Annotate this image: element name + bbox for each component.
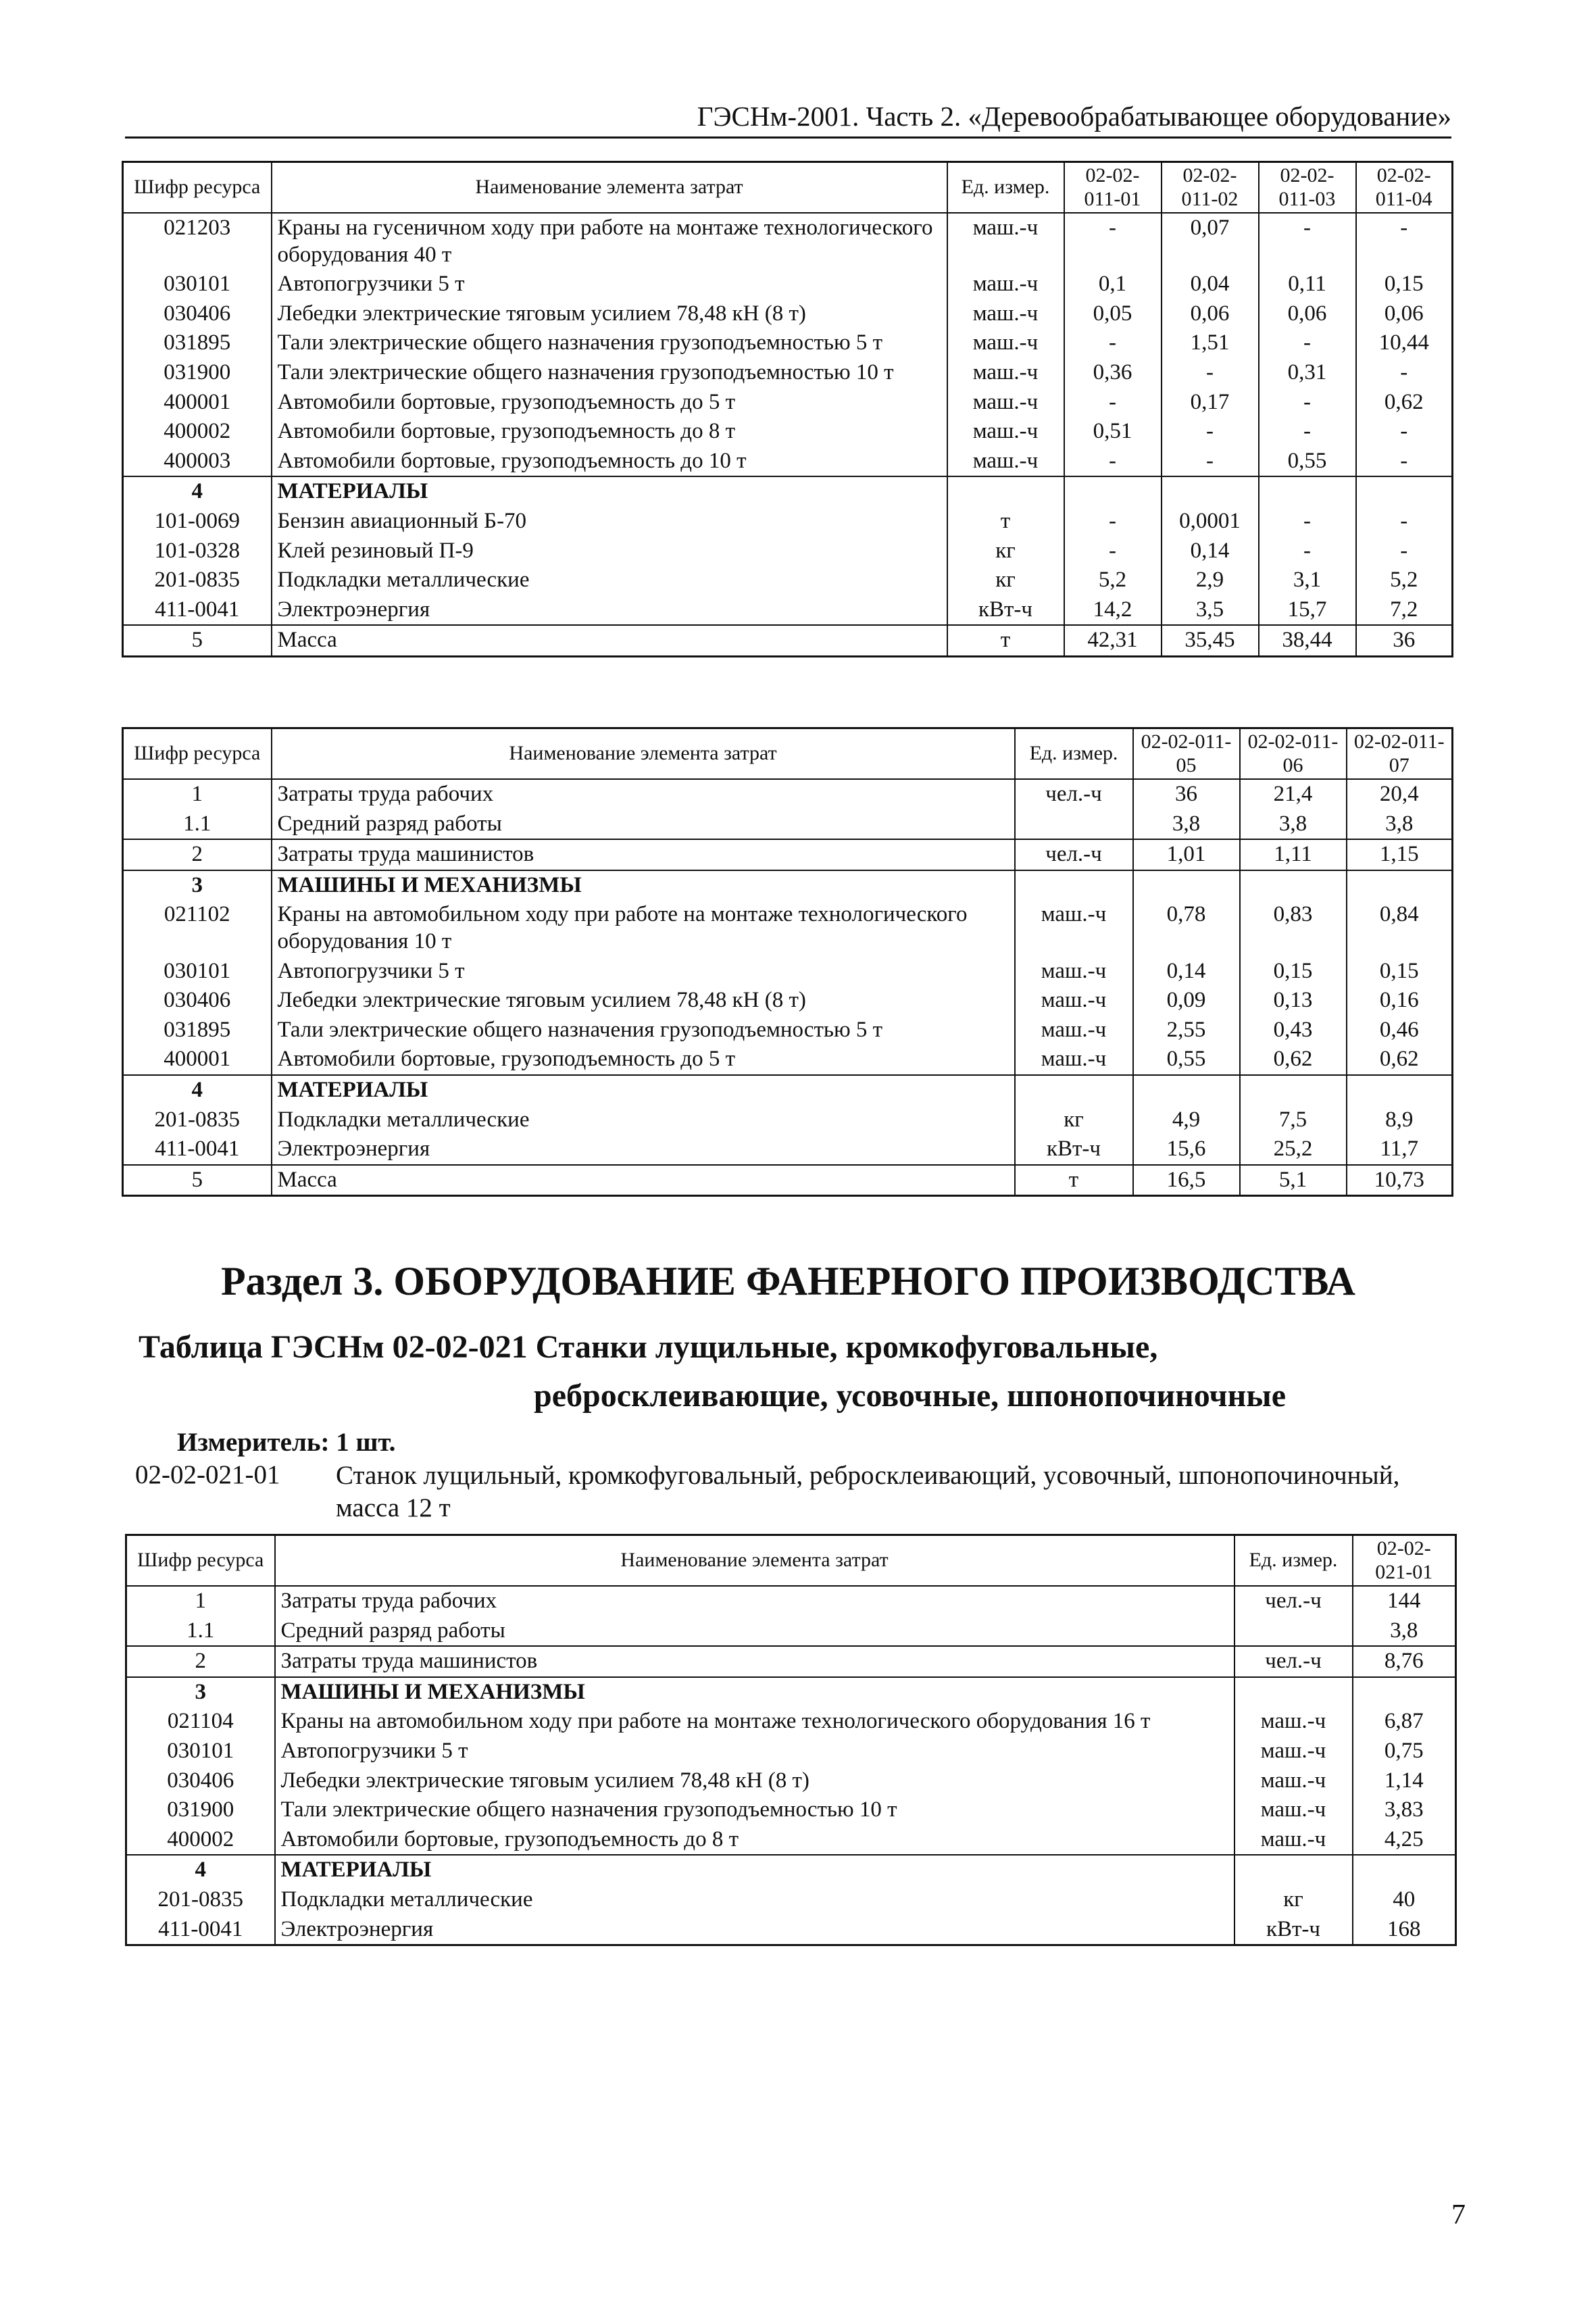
norm-value: - xyxy=(1356,447,1453,477)
resource-code: 021102 xyxy=(123,900,272,956)
norm-value: 0,09 xyxy=(1133,986,1240,1016)
table-row xyxy=(123,270,1453,299)
table-title-line-1: Таблица ГЭСНм 02-02-021 Станки лущильные, кромкофуговальные, xyxy=(139,1329,1158,1365)
norm-value: 10,44 xyxy=(1356,328,1453,358)
table-row xyxy=(126,1616,1456,1647)
norm-value: 4,25 xyxy=(1353,1825,1456,1856)
resource-code: 1.1 xyxy=(126,1616,275,1647)
norm-value: 40 xyxy=(1353,1885,1456,1915)
cost-element-name: Тали электрические общего назначения грузоподъемностью 5 т xyxy=(272,328,947,358)
cost-element-name: Автомобили бортовые, грузоподъемность до 8 т xyxy=(275,1825,1235,1856)
unit-of-measure: маш.-ч xyxy=(1235,1766,1353,1796)
norm-value: 0,55 xyxy=(1259,447,1356,477)
norm-value xyxy=(1240,1075,1347,1105)
norm-value: 0,1 xyxy=(1064,270,1162,299)
norm-value: - xyxy=(1356,537,1453,566)
resource-code: 2 xyxy=(123,839,272,870)
norm-value xyxy=(1347,870,1453,901)
unit-of-measure: чел.-ч xyxy=(1015,779,1133,810)
header-code: Шифр ресурса xyxy=(123,728,272,780)
norm-value: - xyxy=(1064,507,1162,537)
cost-element-name: МАТЕРИАЛЫ xyxy=(272,476,947,507)
table-row xyxy=(123,1045,1453,1075)
norm-value: 0,51 xyxy=(1064,417,1162,447)
norm-value: 42,31 xyxy=(1064,625,1162,656)
unit-of-measure xyxy=(1015,1075,1133,1105)
cost-element-name: Затраты труда машинистов xyxy=(272,839,1015,870)
table-row xyxy=(123,358,1453,388)
norm-value xyxy=(1353,1677,1456,1708)
unit-of-measure: кг xyxy=(1015,1105,1133,1135)
norm-value: - xyxy=(1259,213,1356,270)
resource-code: 411-0041 xyxy=(123,1135,272,1165)
header-code: Шифр ресурса xyxy=(123,162,272,214)
resource-code: 1 xyxy=(123,779,272,810)
norm-value: 35,45 xyxy=(1162,625,1259,656)
cost-element-name: Затраты труда рабочих xyxy=(275,1586,1235,1616)
norm-value: 0,36 xyxy=(1064,358,1162,388)
norm-value: 0,84 xyxy=(1347,900,1453,956)
resource-code: 031895 xyxy=(123,1016,272,1045)
norm-value: 3,83 xyxy=(1353,1795,1456,1825)
resource-code: 4 xyxy=(123,1075,272,1105)
unit-of-measure: маш.-ч xyxy=(1235,1825,1353,1856)
table-row xyxy=(123,507,1453,537)
table-row xyxy=(123,1105,1453,1135)
table-row xyxy=(123,1165,1453,1196)
table-row xyxy=(123,957,1453,987)
unit-of-measure: кг xyxy=(947,537,1064,566)
cost-element-name: МАШИНЫ И МЕХАНИЗМЫ xyxy=(272,870,1015,901)
header-name: Наименование элемента затрат xyxy=(272,162,947,214)
cost-element-name: МАШИНЫ И МЕХАНИЗМЫ xyxy=(275,1677,1235,1708)
norm-value: 0,14 xyxy=(1133,957,1240,987)
table-header-row xyxy=(126,1535,1456,1587)
norm-value: - xyxy=(1259,417,1356,447)
norm-value: 0,0001 xyxy=(1162,507,1259,537)
unit-of-measure: маш.-ч xyxy=(1015,957,1133,987)
unit-of-measure: маш.-ч xyxy=(947,328,1064,358)
header-code: Шифр ресурса xyxy=(126,1535,275,1587)
resource-code: 201-0835 xyxy=(126,1885,275,1915)
table-row xyxy=(126,1825,1456,1856)
norm-value: 6,87 xyxy=(1353,1707,1456,1737)
unit-of-measure: маш.-ч xyxy=(1015,900,1133,956)
cost-element-name: Автопогрузчики 5 т xyxy=(272,270,947,299)
cost-element-name: Масса xyxy=(272,625,947,656)
norm-value: 7,2 xyxy=(1356,595,1453,626)
table-row xyxy=(123,986,1453,1016)
cost-element-name: Лебедки электрические тяговым усилием 78,48 кН (8 т) xyxy=(272,299,947,329)
header-norm-1: 02-02-011-01 xyxy=(1064,162,1162,214)
norm-value: 0,11 xyxy=(1259,270,1356,299)
page-number: 7 xyxy=(1451,2199,1466,2231)
norm-value: - xyxy=(1356,213,1453,270)
table-row xyxy=(126,1707,1456,1737)
cost-element-name: Автомобили бортовые, грузоподъемность до 5 т xyxy=(272,388,947,418)
cost-element-name: Автомобили бортовые, грузоподъемность до 10 т xyxy=(272,447,947,477)
resource-code: 021104 xyxy=(126,1707,275,1737)
norm-value: 0,15 xyxy=(1356,270,1453,299)
norm-value: 0,17 xyxy=(1162,388,1259,418)
resource-code: 3 xyxy=(126,1677,275,1708)
table-row xyxy=(123,328,1453,358)
unit-of-measure: маш.-ч xyxy=(947,358,1064,388)
norm-value: 3,8 xyxy=(1353,1616,1456,1647)
unit-of-measure: кВт-ч xyxy=(1235,1915,1353,1945)
resource-code: 400002 xyxy=(123,417,272,447)
norm-value: 0,15 xyxy=(1347,957,1453,987)
header-unit: Ед. измер. xyxy=(1015,728,1133,780)
norm-value: 4,9 xyxy=(1133,1105,1240,1135)
resource-table-021-01 xyxy=(125,1534,1457,1946)
table-row xyxy=(123,1075,1453,1105)
resource-code: 021203 xyxy=(123,213,272,270)
table-row xyxy=(123,537,1453,566)
norm-value: 25,2 xyxy=(1240,1135,1347,1165)
table-row xyxy=(126,1915,1456,1945)
resource-code: 1.1 xyxy=(123,810,272,840)
norm-value: 3,5 xyxy=(1162,595,1259,626)
resource-code: 201-0835 xyxy=(123,566,272,595)
norm-value: 36 xyxy=(1133,779,1240,810)
norm-value: 3,8 xyxy=(1133,810,1240,840)
norm-value: 1,01 xyxy=(1133,839,1240,870)
table-row xyxy=(126,1766,1456,1796)
norm-value: 0,06 xyxy=(1259,299,1356,329)
norm-value: 144 xyxy=(1353,1586,1456,1616)
header-norm-1: 02-02-011-05 xyxy=(1133,728,1240,780)
cost-element-name: Тали электрические общего назначения грузоподъемностью 10 т xyxy=(275,1795,1235,1825)
cost-element-name: Автомобили бортовые, грузоподъемность до 8 т xyxy=(272,417,947,447)
resource-code: 400003 xyxy=(123,447,272,477)
cost-element-name: Тали электрические общего назначения грузоподъемностью 10 т xyxy=(272,358,947,388)
resource-code: 400002 xyxy=(126,1825,275,1856)
norm-value: 14,2 xyxy=(1064,595,1162,626)
norm-value xyxy=(1064,476,1162,507)
unit-of-measure xyxy=(947,476,1064,507)
table-row xyxy=(123,625,1453,656)
unit-of-measure: маш.-ч xyxy=(1235,1795,1353,1825)
resource-code: 5 xyxy=(123,1165,272,1196)
header-norm-3: 02-02-011-03 xyxy=(1259,162,1356,214)
table-row xyxy=(123,213,1453,270)
norm-value: 2,55 xyxy=(1133,1016,1240,1045)
norm-value: 16,5 xyxy=(1133,1165,1240,1196)
header-norm-4: 02-02-011-04 xyxy=(1356,162,1453,214)
table-header-row xyxy=(123,728,1453,780)
unit-of-measure xyxy=(1015,810,1133,840)
unit-of-measure xyxy=(1235,1855,1353,1885)
table-row xyxy=(123,388,1453,418)
norm-value: 0,06 xyxy=(1356,299,1453,329)
section-title: Раздел 3. ОБОРУДОВАНИЕ ФАНЕРНОГО ПРОИЗВОДСТВА xyxy=(221,1259,1355,1303)
norm-value: - xyxy=(1064,447,1162,477)
norm-value xyxy=(1162,476,1259,507)
table-row xyxy=(123,1135,1453,1165)
cost-element-name: Краны на автомобильном ходу при работе на монтаже технологического оборудования 16 т xyxy=(275,1707,1235,1737)
unit-of-measure: кВт-ч xyxy=(947,595,1064,626)
table-title-line-2: ребросклеивающие, усовочные, шпонопочиночные xyxy=(534,1378,1287,1414)
unit-of-measure xyxy=(1235,1677,1353,1708)
table-row xyxy=(123,566,1453,595)
resource-code: 030406 xyxy=(126,1766,275,1796)
table-row xyxy=(126,1795,1456,1825)
norm-value xyxy=(1353,1855,1456,1885)
table-row xyxy=(123,417,1453,447)
cost-element-name: Автопогрузчики 5 т xyxy=(275,1737,1235,1766)
resource-code: 031900 xyxy=(123,358,272,388)
measure-unit: Измеритель: 1 шт. xyxy=(177,1428,396,1457)
norm-value: - xyxy=(1064,537,1162,566)
cost-element-name: Бензин авиационный Б-70 xyxy=(272,507,947,537)
table-row xyxy=(123,1016,1453,1045)
norm-value: - xyxy=(1259,388,1356,418)
norm-value: 38,44 xyxy=(1259,625,1356,656)
cost-element-name: Электроэнергия xyxy=(275,1915,1235,1945)
norm-value: 10,73 xyxy=(1347,1165,1453,1196)
norm-value: 0,55 xyxy=(1133,1045,1240,1075)
resource-code: 201-0835 xyxy=(123,1105,272,1135)
norm-value: 20,4 xyxy=(1347,779,1453,810)
table-row xyxy=(126,1646,1456,1677)
table-row xyxy=(123,595,1453,626)
cost-element-name: Затраты труда машинистов xyxy=(275,1646,1235,1677)
unit-of-measure: маш.-ч xyxy=(1235,1707,1353,1737)
norm-value xyxy=(1347,1075,1453,1105)
norm-value: 168 xyxy=(1353,1915,1456,1945)
norm-value: 0,75 xyxy=(1353,1737,1456,1766)
cost-element-name: Тали электрические общего назначения грузоподъемностью 5 т xyxy=(272,1016,1015,1045)
norm-value: - xyxy=(1064,213,1162,270)
cost-element-name: Электроэнергия xyxy=(272,1135,1015,1165)
unit-of-measure: маш.-ч xyxy=(947,447,1064,477)
norm-value: 0,78 xyxy=(1133,900,1240,956)
norm-value xyxy=(1240,870,1347,901)
norm-value: 5,2 xyxy=(1356,566,1453,595)
norm-value xyxy=(1356,476,1453,507)
resource-code: 4 xyxy=(123,476,272,507)
cost-element-name: Краны на автомобильном ходу при работе на монтаже технологического оборудования 10 т xyxy=(272,900,1015,956)
resource-code: 400001 xyxy=(123,388,272,418)
cost-element-name: Краны на гусеничном ходу при работе на монтаже технологического оборудования 40 т xyxy=(272,213,947,270)
header-name: Наименование элемента затрат xyxy=(272,728,1015,780)
norm-value: - xyxy=(1259,328,1356,358)
norm-value: 0,46 xyxy=(1347,1016,1453,1045)
norm-value: - xyxy=(1259,537,1356,566)
norm-value: 5,2 xyxy=(1064,566,1162,595)
table-row xyxy=(126,1586,1456,1616)
table-row xyxy=(123,299,1453,329)
norm-value: 0,05 xyxy=(1064,299,1162,329)
cost-element-name: Средний разряд работы xyxy=(275,1616,1235,1647)
table-row xyxy=(126,1677,1456,1708)
unit-of-measure: маш.-ч xyxy=(947,213,1064,270)
unit-of-measure: маш.-ч xyxy=(1015,986,1133,1016)
unit-of-measure: маш.-ч xyxy=(1015,1016,1133,1045)
norm-value: 5,1 xyxy=(1240,1165,1347,1196)
norm-value: 15,6 xyxy=(1133,1135,1240,1165)
running-header: ГЭСНм-2001. Часть 2. «Деревообрабатывающее оборудование» xyxy=(125,100,1451,139)
unit-of-measure xyxy=(1235,1616,1353,1647)
norm-value: 11,7 xyxy=(1347,1135,1453,1165)
resource-code: 031895 xyxy=(123,328,272,358)
norm-value xyxy=(1259,476,1356,507)
table-row xyxy=(126,1737,1456,1766)
cost-element-name: Автопогрузчики 5 т xyxy=(272,957,1015,987)
unit-of-measure: чел.-ч xyxy=(1235,1586,1353,1616)
norm-value xyxy=(1133,870,1240,901)
unit-of-measure: маш.-ч xyxy=(1235,1737,1353,1766)
cost-element-name: Масса xyxy=(272,1165,1015,1196)
resource-code: 030406 xyxy=(123,986,272,1016)
resource-code: 101-0069 xyxy=(123,507,272,537)
header-norm-1: 02-02-021-01 xyxy=(1353,1535,1456,1587)
resource-code: 5 xyxy=(123,625,272,656)
resource-code: 4 xyxy=(126,1855,275,1885)
resource-table-011-05-07 xyxy=(122,727,1453,1197)
norm-value: 0,62 xyxy=(1240,1045,1347,1075)
unit-of-measure: т xyxy=(947,507,1064,537)
cost-element-name: Электроэнергия xyxy=(272,595,947,626)
unit-of-measure: чел.-ч xyxy=(1235,1646,1353,1677)
unit-of-measure: кВт-ч xyxy=(1015,1135,1133,1165)
cost-element-name: Средний разряд работы xyxy=(272,810,1015,840)
cost-element-name: МАТЕРИАЛЫ xyxy=(272,1075,1015,1105)
unit-of-measure: маш.-ч xyxy=(947,417,1064,447)
norm-value: 3,8 xyxy=(1347,810,1453,840)
norm-value: 21,4 xyxy=(1240,779,1347,810)
resource-code: 1 xyxy=(126,1586,275,1616)
norm-value: 0,83 xyxy=(1240,900,1347,956)
table-row xyxy=(123,447,1453,477)
item-description: Станок лущильный, кромкофуговальный, ребросклеивающий, усовочный, шпонопочиночный, масса 12 т xyxy=(336,1461,1400,1522)
norm-value: 36 xyxy=(1356,625,1453,656)
norm-value: - xyxy=(1064,328,1162,358)
header-norm-3: 02-02-011-07 xyxy=(1347,728,1453,780)
resource-code: 030101 xyxy=(123,957,272,987)
norm-value: - xyxy=(1356,358,1453,388)
unit-of-measure: маш.-ч xyxy=(947,299,1064,329)
unit-of-measure: маш.-ч xyxy=(947,270,1064,299)
norm-value: 0,14 xyxy=(1162,537,1259,566)
cost-element-name: Лебедки электрические тяговым усилием 78,48 кН (8 т) xyxy=(275,1766,1235,1796)
table-row xyxy=(123,779,1453,810)
table-row xyxy=(123,839,1453,870)
norm-value: 1,51 xyxy=(1162,328,1259,358)
resource-table-011-01-04 xyxy=(122,161,1453,657)
header-name: Наименование элемента затрат xyxy=(275,1535,1235,1587)
resource-code: 2 xyxy=(126,1646,275,1677)
norm-value: 0,43 xyxy=(1240,1016,1347,1045)
unit-of-measure: маш.-ч xyxy=(1015,1045,1133,1075)
norm-value: 3,1 xyxy=(1259,566,1356,595)
table-row xyxy=(126,1885,1456,1915)
table-header-row xyxy=(123,162,1453,214)
resource-code: 031900 xyxy=(126,1795,275,1825)
norm-value: 0,06 xyxy=(1162,299,1259,329)
unit-of-measure: кг xyxy=(1235,1885,1353,1915)
norm-value: 15,7 xyxy=(1259,595,1356,626)
unit-of-measure: т xyxy=(1015,1165,1133,1196)
resource-code: 411-0041 xyxy=(126,1915,275,1945)
cost-element-name: Лебедки электрические тяговым усилием 78,48 кН (8 т) xyxy=(272,986,1015,1016)
norm-value: 8,9 xyxy=(1347,1105,1453,1135)
table-row xyxy=(123,900,1453,956)
norm-value: - xyxy=(1064,388,1162,418)
norm-value: - xyxy=(1162,447,1259,477)
norm-value: 3,8 xyxy=(1240,810,1347,840)
table-row xyxy=(123,870,1453,901)
norm-value: 1,11 xyxy=(1240,839,1347,870)
norm-value: 0,31 xyxy=(1259,358,1356,388)
cost-element-name: Подкладки металлические xyxy=(275,1885,1235,1915)
resource-code: 030101 xyxy=(123,270,272,299)
norm-value: - xyxy=(1356,417,1453,447)
norm-value: 0,07 xyxy=(1162,213,1259,270)
norm-value: 1,14 xyxy=(1353,1766,1456,1796)
unit-of-measure: чел.-ч xyxy=(1015,839,1133,870)
table-row xyxy=(123,476,1453,507)
cost-element-name: Затраты труда рабочих xyxy=(272,779,1015,810)
norm-value: - xyxy=(1259,507,1356,537)
header-norm-2: 02-02-011-02 xyxy=(1162,162,1259,214)
item-code: 02-02-021-01 xyxy=(135,1460,280,1489)
norm-value: - xyxy=(1356,507,1453,537)
resource-code: 030406 xyxy=(123,299,272,329)
norm-value: 0,13 xyxy=(1240,986,1347,1016)
norm-value: - xyxy=(1162,358,1259,388)
cost-element-name: Автомобили бортовые, грузоподъемность до 5 т xyxy=(272,1045,1015,1075)
cost-element-name: МАТЕРИАЛЫ xyxy=(275,1855,1235,1885)
header-norm-2: 02-02-011-06 xyxy=(1240,728,1347,780)
resource-code: 3 xyxy=(123,870,272,901)
norm-value: 1,15 xyxy=(1347,839,1453,870)
norm-value: 8,76 xyxy=(1353,1646,1456,1677)
cost-element-name: Клей резиновый П-9 xyxy=(272,537,947,566)
cost-element-name: Подкладки металлические xyxy=(272,1105,1015,1135)
table-row xyxy=(123,810,1453,840)
unit-of-measure: маш.-ч xyxy=(947,388,1064,418)
resource-code: 101-0328 xyxy=(123,537,272,566)
unit-of-measure xyxy=(1015,870,1133,901)
norm-value: 0,04 xyxy=(1162,270,1259,299)
norm-value: 0,15 xyxy=(1240,957,1347,987)
resource-code: 400001 xyxy=(123,1045,272,1075)
norm-value: - xyxy=(1162,417,1259,447)
header-unit: Ед. измер. xyxy=(947,162,1064,214)
unit-of-measure: т xyxy=(947,625,1064,656)
header-unit: Ед. измер. xyxy=(1235,1535,1353,1587)
norm-value: 0,16 xyxy=(1347,986,1453,1016)
resource-code: 411-0041 xyxy=(123,595,272,626)
norm-value: 2,9 xyxy=(1162,566,1259,595)
norm-value: 7,5 xyxy=(1240,1105,1347,1135)
norm-value xyxy=(1133,1075,1240,1105)
cost-element-name: Подкладки металлические xyxy=(272,566,947,595)
unit-of-measure: кг xyxy=(947,566,1064,595)
table-row xyxy=(126,1855,1456,1885)
resource-code: 030101 xyxy=(126,1737,275,1766)
norm-value: 0,62 xyxy=(1347,1045,1453,1075)
norm-value: 0,62 xyxy=(1356,388,1453,418)
